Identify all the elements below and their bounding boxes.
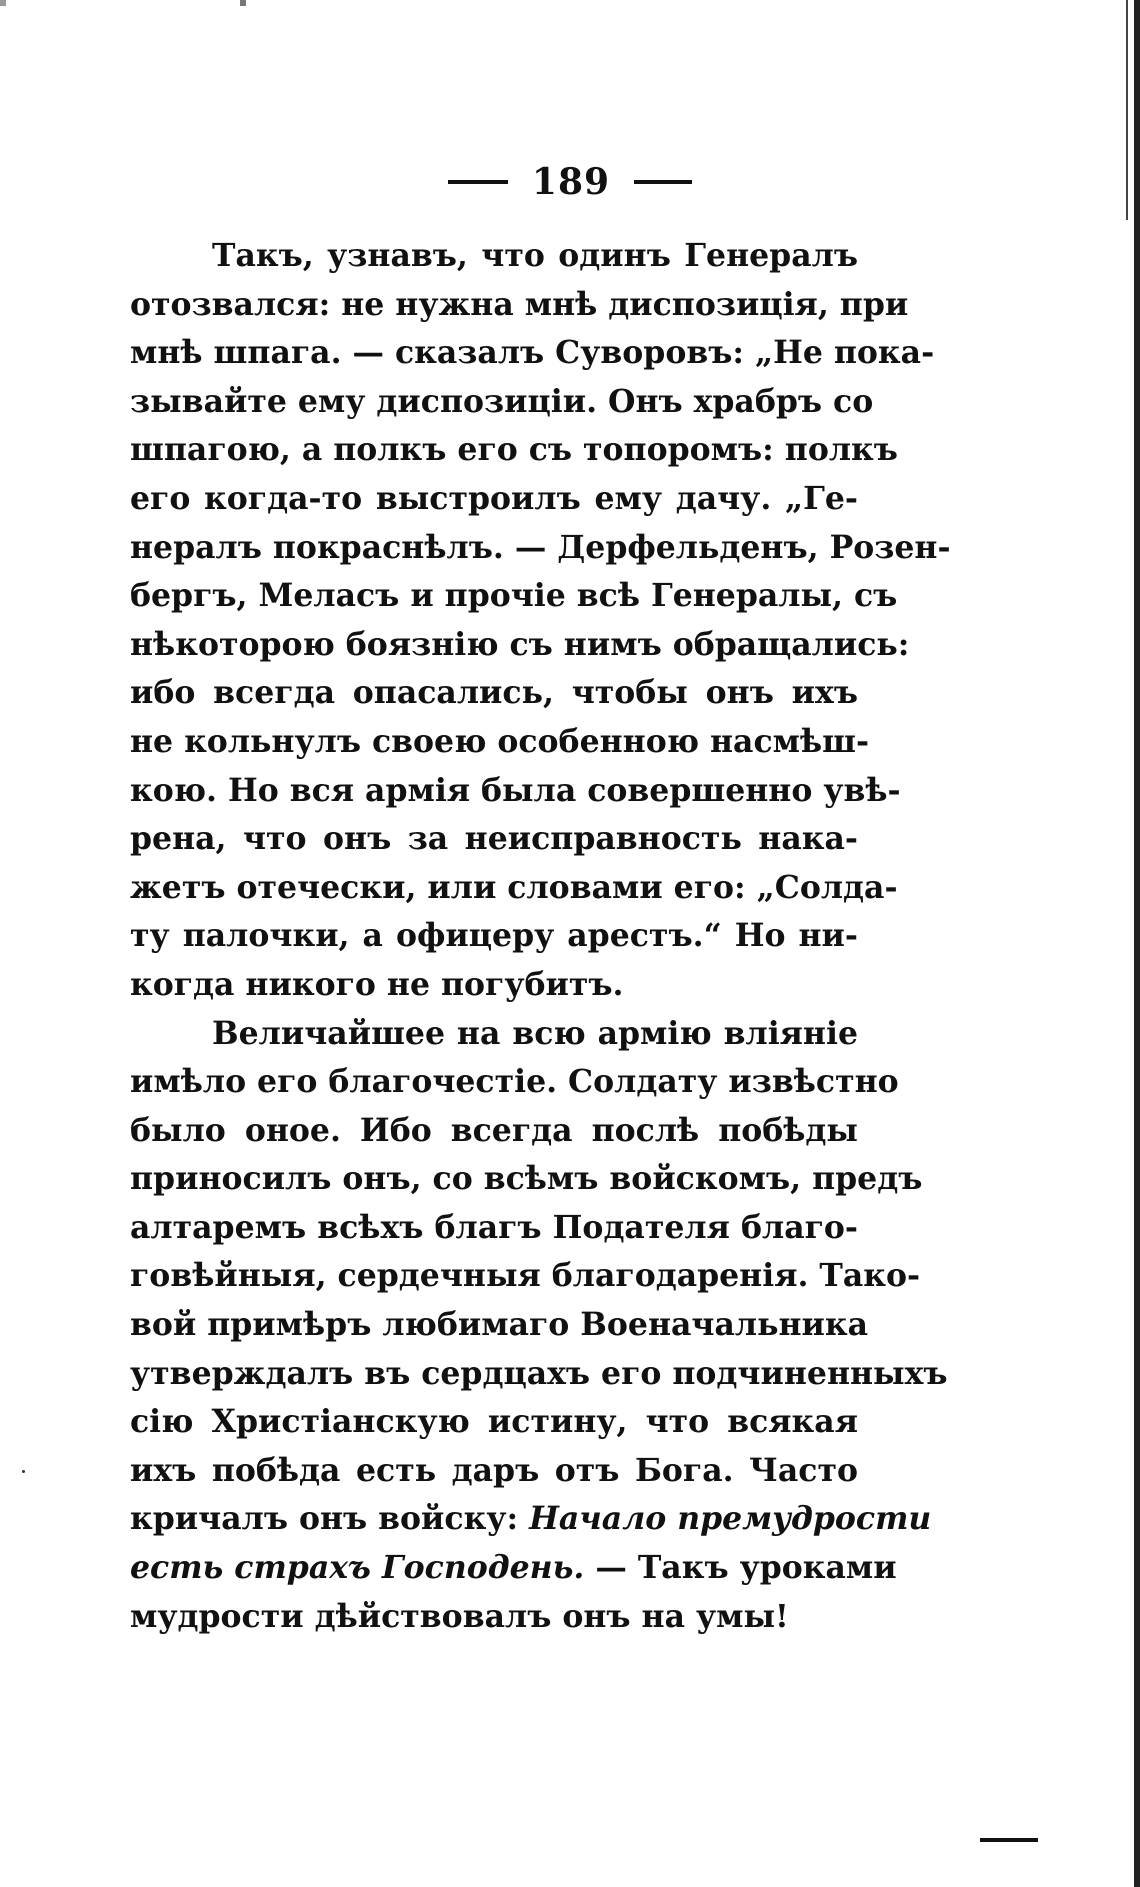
text-line xyxy=(130,1058,899,1107)
text-line xyxy=(130,1398,858,1447)
text-line-content: говѣйныя, сердечныя благодаренія. Тако- xyxy=(130,1257,921,1295)
scan-speck xyxy=(22,1470,25,1473)
text-line xyxy=(130,281,909,330)
text-line-content: кричалъ онъ войску: xyxy=(130,1500,530,1538)
text-line xyxy=(130,1593,858,1642)
text-line-content: бергъ, Меласъ и прочіе всѣ Генералы, съ xyxy=(130,577,898,615)
text-line xyxy=(130,1107,858,1156)
text-line-content: жетъ отечески, или словами его: „Солда- xyxy=(130,868,898,906)
text-line xyxy=(130,1447,858,1496)
text-line xyxy=(130,1204,858,1253)
italic-quote: есть страхъ Господень. xyxy=(130,1549,585,1587)
text-line-content: мудрости дѣйствовалъ онъ на умы! xyxy=(130,1597,789,1635)
text-line-content: Величайшее на всю армію вліяніе xyxy=(212,1014,858,1052)
header-dash-left xyxy=(448,180,508,184)
text-line xyxy=(130,1544,897,1593)
page-number: 189 xyxy=(531,161,611,203)
text-line xyxy=(130,621,910,670)
text-line-content: приносилъ онъ, со всѣмъ войскомъ, предъ xyxy=(130,1160,923,1198)
text-line xyxy=(130,475,858,524)
text-line xyxy=(130,572,898,621)
text-line-content: вой примѣръ любимаго Военачальника xyxy=(130,1306,869,1344)
text-line xyxy=(130,1495,932,1544)
italic-quote: Начало премудрости xyxy=(529,1500,932,1538)
text-line-content: рена, что онъ за неисправность нака- xyxy=(130,820,858,858)
text-line-content: нѣкоторою боязнію съ нимъ обращались: xyxy=(130,625,910,663)
text-line-content: алтаремъ всѣхъ благъ Подателя благо- xyxy=(130,1208,858,1246)
text-line xyxy=(130,669,858,718)
text-line-content: мнѣ шпага. — сказалъ Суворовъ: „Не пока- xyxy=(130,334,935,372)
text-line xyxy=(130,815,858,864)
text-line-content: когда никого не погубитъ. xyxy=(130,965,624,1003)
page-edge xyxy=(1134,0,1140,1887)
text-line xyxy=(130,426,898,475)
text-line xyxy=(130,232,858,281)
text-line-content: — Такъ уроками xyxy=(584,1549,897,1587)
text-line-content: сію Христіанскую истину, что всякая xyxy=(130,1403,858,1441)
body-text xyxy=(130,232,951,1641)
text-line-content: ту палочки, а офицеру арестъ.“ Но ни- xyxy=(130,917,858,955)
text-line xyxy=(130,718,870,767)
text-line-content: было оное. Ибо всегда послѣ побѣды xyxy=(130,1111,858,1149)
text-line-content: шпагою, а полкъ его съ топоромъ: полкъ xyxy=(130,431,898,469)
text-line xyxy=(130,378,874,427)
text-line-content: его когда-то выстроилъ ему дачу. „Ге- xyxy=(130,479,858,517)
text-line xyxy=(130,1301,869,1350)
text-line-content: ибо всегда опасались, чтобы онъ ихъ xyxy=(130,674,858,712)
text-line xyxy=(130,961,858,1010)
scan-artifact-top xyxy=(0,0,280,6)
text-line-content: нералъ покраснѣлъ. — Дерфельденъ, Розен- xyxy=(130,528,951,566)
text-line-content: зывайте ему диспозиціи. Онъ храбръ со xyxy=(130,382,874,420)
page-end-dash xyxy=(980,1838,1038,1842)
header-dash-right xyxy=(634,180,692,184)
page-number-header xyxy=(0,158,1140,203)
text-line xyxy=(130,864,898,913)
text-line xyxy=(130,1350,948,1399)
text-line-content: отозвался: не нужна мнѣ диспозиція, при xyxy=(130,285,909,323)
text-line-content: Такъ, узнавъ, что одинъ Генералъ xyxy=(212,237,858,274)
text-line xyxy=(130,1010,858,1059)
text-line-content: утверждалъ въ сердцахъ его подчиненныхъ xyxy=(130,1354,948,1392)
text-line xyxy=(130,1252,921,1301)
text-line xyxy=(130,524,951,573)
text-line-content: ихъ побѣда есть даръ отъ Бога. Часто xyxy=(130,1451,858,1489)
text-line xyxy=(130,1155,923,1204)
text-line-content: кою. Но вся армія была совершенно увѣ- xyxy=(130,771,901,809)
text-line xyxy=(130,767,901,816)
text-line-content: не кольнулъ своею особенною насмѣш- xyxy=(130,722,870,760)
text-line xyxy=(130,329,935,378)
text-line-content: имѣло его благочестіе. Солдату извѣстно xyxy=(130,1063,899,1101)
text-line xyxy=(130,912,858,961)
